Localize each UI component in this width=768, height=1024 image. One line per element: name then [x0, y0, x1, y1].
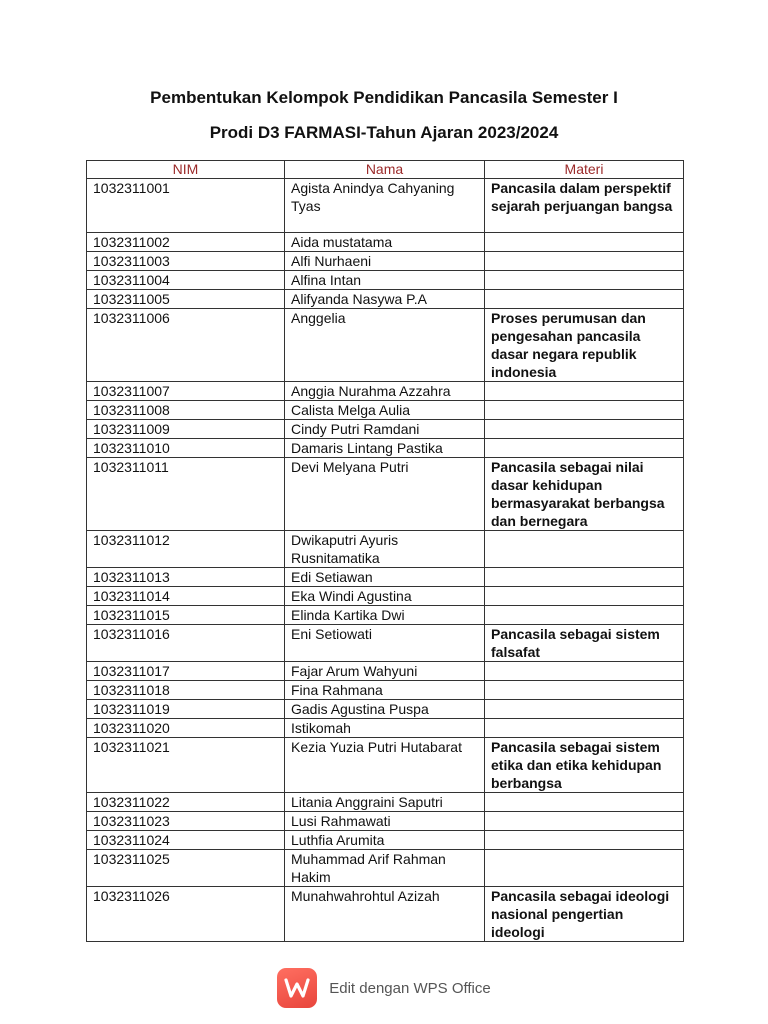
cell-nim: 1032311006 [87, 309, 285, 382]
cell-materi [485, 382, 684, 401]
cell-nim: 1032311009 [87, 420, 285, 439]
wps-footer[interactable] [0, 968, 768, 1008]
group-table [86, 160, 684, 942]
cell-nim: 1032311001 [87, 179, 285, 233]
cell-nama: Kezia Yuzia Putri Hutabarat [285, 738, 485, 793]
cell-nama: Istikomah [285, 719, 485, 738]
cell-nim: 1032311003 [87, 252, 285, 271]
cell-materi [485, 587, 684, 606]
cell-materi [485, 662, 684, 681]
cell-materi [485, 420, 684, 439]
table-row [87, 700, 684, 719]
cell-nim: 1032311011 [87, 458, 285, 531]
table-row [87, 812, 684, 831]
table-row [87, 793, 684, 812]
cell-nama: Gadis Agustina Puspa [285, 700, 485, 719]
cell-nama: Edi Setiawan [285, 568, 485, 587]
table-row [87, 420, 684, 439]
cell-materi [485, 793, 684, 812]
cell-nim: 1032311014 [87, 587, 285, 606]
cell-materi [485, 401, 684, 420]
cell-materi [485, 700, 684, 719]
cell-materi [485, 568, 684, 587]
table-row [87, 587, 684, 606]
cell-nim: 1032311018 [87, 681, 285, 700]
table-row [87, 179, 684, 233]
cell-nim: 1032311010 [87, 439, 285, 458]
cell-nama: Fajar Arum Wahyuni [285, 662, 485, 681]
cell-nim: 1032311005 [87, 290, 285, 309]
table-row [87, 458, 684, 531]
table-row [87, 719, 684, 738]
header-materi: Materi [485, 161, 684, 179]
cell-nama: Devi Melyana Putri [285, 458, 485, 531]
cell-nim: 1032311008 [87, 401, 285, 420]
cell-materi: Pancasila sebagai nilai dasar kehidupan bermasyarakat berbangsa dan bernegara [485, 458, 684, 531]
cell-nim: 1032311004 [87, 271, 285, 290]
document-subtitle: Prodi D3 FARMASI-Tahun Ajaran 2023/2024 [209, 123, 559, 142]
cell-materi [485, 812, 684, 831]
cell-materi [485, 831, 684, 850]
cell-nama: Luthfia Arumita [285, 831, 485, 850]
cell-nama: Anggia Nurahma Azzahra [285, 382, 485, 401]
header-nim: NIM [87, 161, 285, 179]
cell-nim: 1032311015 [87, 606, 285, 625]
cell-nim: 1032311023 [87, 812, 285, 831]
cell-nim: 1032311019 [87, 700, 285, 719]
cell-nama: Dwikaputri Ayuris Rusnitamatika [285, 531, 485, 568]
table-row [87, 382, 684, 401]
cell-nama: Alifyanda Nasywa P.A [285, 290, 485, 309]
cell-materi: Pancasila sebagai sistem falsafat [485, 625, 684, 662]
cell-nama: Munahwahrohtul Azizah [285, 887, 485, 942]
table-header-row [87, 161, 684, 179]
table-row [87, 568, 684, 587]
table-row [87, 662, 684, 681]
table-row [87, 290, 684, 309]
table-row [87, 309, 684, 382]
cell-nama: Calista Melga Aulia [285, 401, 485, 420]
cell-materi: Pancasila dalam perspektif sejarah perjuangan bangsa [485, 179, 684, 233]
table-row [87, 401, 684, 420]
cell-nama: Aida mustatama [285, 233, 485, 252]
cell-materi [485, 531, 684, 568]
table-row [87, 887, 684, 942]
cell-materi [485, 252, 684, 271]
table-row [87, 625, 684, 662]
table-row [87, 850, 684, 887]
cell-nama: Damaris Lintang Pastika [285, 439, 485, 458]
cell-nama: Cindy Putri Ramdani [285, 420, 485, 439]
wps-office-logo-icon[interactable] [277, 968, 317, 1008]
table-row [87, 531, 684, 568]
cell-nama: Eni Setiowati [285, 625, 485, 662]
table-row [87, 681, 684, 700]
table-row [87, 831, 684, 850]
cell-materi [485, 719, 684, 738]
cell-nama: Lusi Rahmawati [285, 812, 485, 831]
cell-nim: 1032311025 [87, 850, 285, 887]
cell-materi [485, 271, 684, 290]
cell-materi [485, 850, 684, 887]
table-row [87, 439, 684, 458]
cell-nama: Alfi Nurhaeni [285, 252, 485, 271]
table-row [87, 233, 684, 252]
cell-nama: Litania Anggraini Saputri [285, 793, 485, 812]
cell-materi [485, 681, 684, 700]
cell-nim: 1032311002 [87, 233, 285, 252]
cell-nim: 1032311016 [87, 625, 285, 662]
cell-nama: Anggelia [285, 309, 485, 382]
document-title: Pembentukan Kelompok Pendidikan Pancasila Semester I [150, 88, 618, 107]
cell-nim: 1032311017 [87, 662, 285, 681]
wps-footer-text[interactable]: Edit dengan WPS Office [329, 979, 491, 997]
cell-nama: Agista Anindya Cahyaning Tyas [285, 179, 485, 233]
cell-materi: Pancasila sebagai sistem etika dan etika kehidupan berbangsa [485, 738, 684, 793]
cell-nim: 1032311020 [87, 719, 285, 738]
cell-nama: Alfina Intan [285, 271, 485, 290]
cell-materi: Pancasila sebagai ideologi nasional pengertian ideologi [485, 887, 684, 942]
cell-nama: Fina Rahmana [285, 681, 485, 700]
table-row [87, 252, 684, 271]
cell-nim: 1032311021 [87, 738, 285, 793]
cell-materi [485, 606, 684, 625]
cell-nim: 1032311022 [87, 793, 285, 812]
cell-materi [485, 290, 684, 309]
cell-nama: Elinda Kartika Dwi [285, 606, 485, 625]
cell-nama: Muhammad Arif Rahman Hakim [285, 850, 485, 887]
header-nama: Nama [285, 161, 485, 179]
cell-materi [485, 439, 684, 458]
cell-nim: 1032311007 [87, 382, 285, 401]
cell-nim: 1032311013 [87, 568, 285, 587]
cell-nama: Eka Windi Agustina [285, 587, 485, 606]
cell-nim: 1032311024 [87, 831, 285, 850]
cell-materi [485, 233, 684, 252]
table-row [87, 738, 684, 793]
table-row [87, 271, 684, 290]
table-row [87, 606, 684, 625]
cell-nim: 1032311012 [87, 531, 285, 568]
cell-nim: 1032311026 [87, 887, 285, 942]
cell-materi: Proses perumusan dan pengesahan pancasila dasar negara republik indonesia [485, 309, 684, 382]
